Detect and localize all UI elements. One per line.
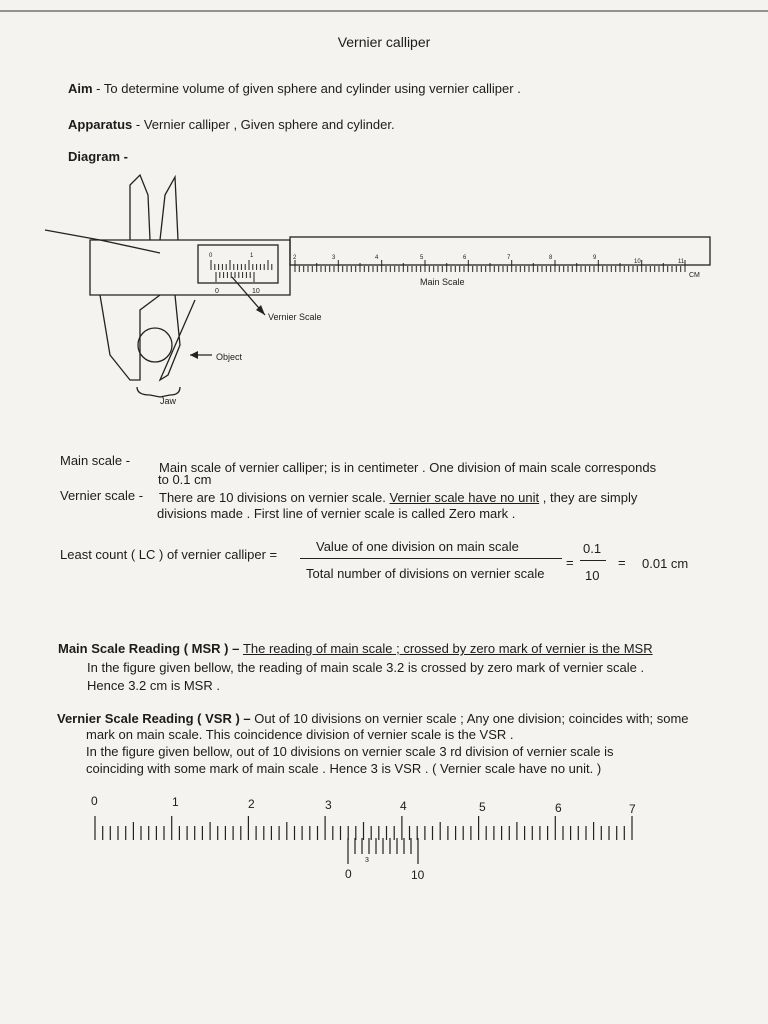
slider-scale-ticks [211,260,272,270]
vernier-calliper-diagram [0,165,768,415]
vernier-scale-definition-line-2: divisions made . First line of vernier scale is called Zero mark . [157,506,516,521]
msr-line-2: Hence 3.2 cm is MSR . [87,678,220,693]
main-scale-number: 3 [332,255,336,261]
vernier-def-part-3: , they are simply [539,490,638,505]
object-label: Object [216,352,243,362]
vsr-line-1: mark on main scale. This coincidence division of vernier scale is the VSR . [86,727,514,742]
page-top-edge-line [0,10,768,12]
least-count-value-numerator: 0.1 [583,541,602,556]
vernier-scale-number: 0 [215,288,219,295]
vernier-scale-term: Vernier scale - [60,488,144,503]
bottom-vernier-number: 0 [345,867,352,881]
bottom-main-number: 3 [325,798,332,812]
lower-fixed-jaw [100,295,160,380]
diagram-cross-line [45,230,160,253]
least-count-result: 0.01 cm [642,556,689,571]
vsr-heading [57,711,689,726]
bottom-main-number: 0 [91,794,98,808]
main-scale-number: 10 [634,259,641,265]
bottom-main-scale-ticks [95,816,632,840]
bottom-main-number: 6 [555,801,562,815]
main-scale-term: Main scale - [60,453,131,468]
least-count-numerator: Value of one division on main scale [316,539,519,554]
bottom-vernier-scale-ticks [348,838,418,864]
vsr-heading-label: Vernier Scale Reading ( VSR ) – [57,711,255,726]
main-scale-number: 7 [507,255,511,261]
main-scale-number: 8 [549,255,553,261]
vernier-scale-label: Vernier Scale [268,312,322,322]
least-count-denominator: Total number of divisions on vernier scale [306,566,545,581]
main-scale-ticks [295,260,685,272]
apparatus-text: - Vernier calliper , Given sphere and cylinder. [132,117,395,132]
main-scale-definition-line-2: to 0.1 cm [158,472,212,487]
msr-definition: The reading of main scale ; crossed by zero mark of vernier is the MSR [242,641,653,656]
vernier-scale-number: 10 [252,288,260,295]
scale-reading-figure [0,790,768,890]
bottom-vernier-number: 10 [411,868,425,882]
bottom-main-number: 5 [479,800,486,814]
main-scale-bar [290,237,710,265]
vernier-def-part-1: There are 10 divisions on vernier scale. [159,490,390,505]
diagram-label: Diagram - [68,149,128,164]
equals-sign: = [566,555,574,570]
main-scale-number: 5 [420,255,424,261]
aim-text: - To determine volume of given sphere and cylinder using vernier calliper . [92,81,521,96]
lower-movable-jaw [160,295,195,380]
main-scale-number: 11 [678,259,685,265]
jaw-label: Jaw [160,396,177,406]
bottom-main-number: 7 [629,802,636,816]
least-count-fraction-bar [300,558,562,559]
bottom-main-number: 2 [248,797,255,811]
msr-heading-label: Main Scale Reading ( MSR ) – [58,641,243,656]
main-scale-number: 6 [463,255,467,261]
bottom-main-number: 1 [172,795,179,809]
page-title: Vernier calliper [337,34,431,50]
unit-cm-label: CM [689,272,700,279]
slider-scale-number: 0 [209,253,213,259]
coinciding-division-mark: 3 [365,857,369,864]
msr-line-1: In the figure given bellow, the reading of main scale 3.2 is crossed by zero mark of vernier scale . [87,660,645,675]
object-pointer-arrowhead [190,351,198,359]
vsr-line-2: In the figure given bellow, out of 10 divisions on vernier scale 3 rd division of vernier scale is [86,744,614,759]
main-scale-number: 9 [593,255,597,261]
main-scale-number: 2 [293,255,297,261]
least-count-value-denominator: 10 [585,568,600,583]
vsr-heading-rest: Out of 10 divisions on vernier scale ; Any one division; coincides with; some [254,711,689,726]
upper-fixed-jaw [130,175,150,240]
upper-movable-jaw [160,177,178,240]
aim-label: Aim [68,81,93,96]
aim-line [68,81,521,96]
slider-scale-number: 1 [250,253,254,259]
least-count-label: Least count ( LC ) of vernier calliper = [60,547,278,562]
vernier-scale-definition-line-1 [159,490,637,505]
least-count-value-bar [580,560,606,561]
apparatus-line [68,117,395,132]
equals-sign: = [618,555,626,570]
bottom-main-number: 4 [400,799,407,813]
apparatus-label: Apparatus [68,117,133,132]
vernier-no-unit-underlined: Vernier scale have no unit [389,490,540,505]
main-scale-number: 4 [375,255,379,261]
vsr-line-3: coinciding with some mark of main scale . Hence 3 is VSR . ( Vernier scale have no unit. ) [86,761,602,776]
main-scale-definition-line-1: Main scale of vernier calliper; is in centimeter . One division of main scale corresponds [159,460,657,475]
main-scale-label: Main Scale [420,277,465,287]
msr-heading [58,641,653,656]
object-sphere [138,328,172,362]
